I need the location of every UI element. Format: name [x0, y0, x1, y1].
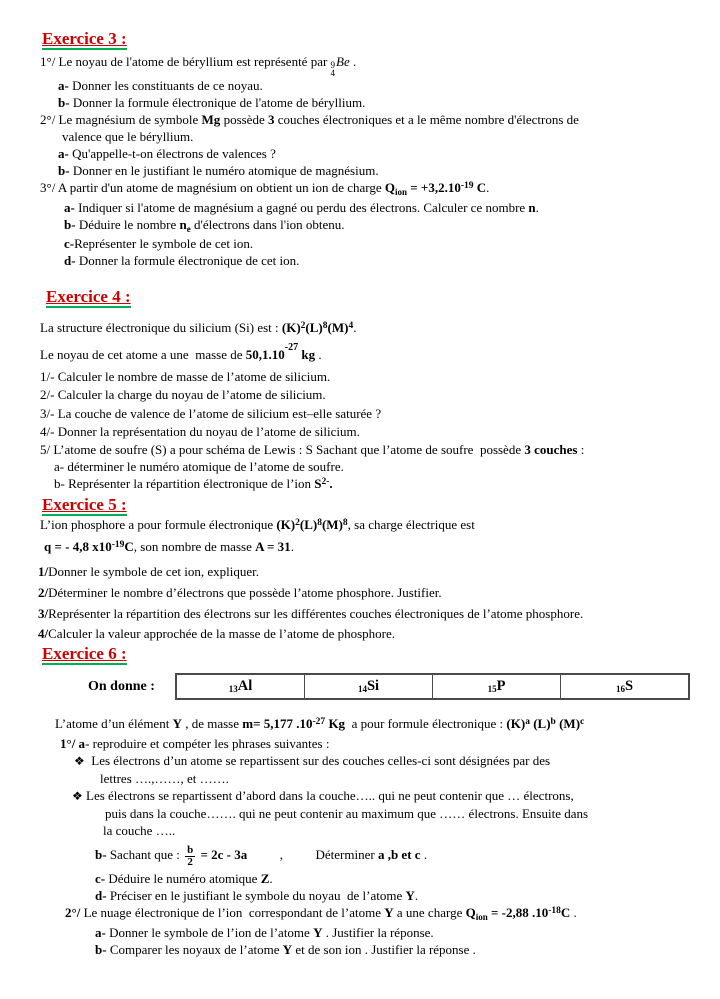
exercise-heading — [42, 495, 720, 516]
text-line — [58, 162, 720, 179]
text-segment: a ,b et c — [377, 847, 421, 862]
atomic-number-subscript: 15 — [487, 684, 497, 694]
nuclide-notation — [330, 54, 350, 78]
text-line — [58, 145, 720, 162]
text-segment: d- — [95, 888, 107, 903]
nuclide-symbol: Be — [336, 54, 350, 69]
element-cell — [304, 675, 432, 698]
text-segment: Y — [384, 905, 394, 920]
text-segment: 4/ — [38, 626, 49, 641]
text-segment: Donner la formule électronique de l'atome de béryllium. — [69, 95, 366, 110]
text-segment: 2°/ Le magnésium de symbole — [40, 112, 202, 127]
text-line — [40, 423, 720, 440]
text-line — [38, 625, 720, 642]
exercise-heading-text: Exercice 6 : — [42, 644, 127, 663]
text-segment: Z — [260, 871, 270, 886]
text-segment: . — [349, 54, 357, 69]
text-line — [60, 735, 720, 752]
text-segment: Calculer la valeur approchée de la masse de l’atome de phosphore. — [48, 626, 396, 641]
text-segment: Y — [282, 942, 293, 957]
text-segment: b- — [95, 847, 107, 862]
text-segment: 3/- La couche de valence de l’atome de silicium est–elle saturée ? — [40, 406, 382, 421]
text-segment: valence que le béryllium. — [62, 129, 194, 144]
text-line — [64, 216, 720, 235]
text-line — [72, 787, 720, 805]
text-line — [64, 235, 720, 252]
element-symbol: S — [624, 678, 634, 694]
text-segment: a- — [64, 200, 75, 215]
text-segment: 3/ — [38, 606, 49, 621]
text-segment: -19 — [111, 539, 125, 550]
text-line — [40, 386, 720, 403]
text-segment: 5/ L’atome de soufre (S) a pour schéma de Lewis : S Sachant que l’atome de soufre possède — [40, 442, 525, 457]
text-segment: Le nuage électronique de l’ion correspondant de l’atome — [80, 905, 385, 920]
text-segment: (M) — [321, 517, 343, 532]
text-segment: 2- — [321, 476, 330, 487]
text-line — [40, 368, 720, 385]
text-segment: - reproduire et compéter les phrases suivantes : — [85, 736, 330, 751]
text-line — [95, 842, 720, 868]
exercise-heading-text: Exercice 4 : — [46, 287, 131, 306]
text-segment: . — [329, 476, 333, 491]
text-line — [105, 805, 720, 822]
text-segment: a pour formule électronique : — [345, 716, 507, 731]
text-line — [40, 319, 720, 339]
text-segment: 2 — [300, 320, 306, 331]
text-segment: Le noyau de cet atome a une masse de — [40, 347, 246, 362]
text-segment: , Déterminer — [247, 847, 378, 862]
text-segment: = 2c - 3a — [197, 847, 248, 862]
text-segment: n — [528, 200, 536, 215]
text-line — [58, 94, 720, 111]
text-segment: -27 — [312, 716, 326, 727]
text-segment: (L) — [305, 320, 323, 335]
text-segment: Sachant que : — [106, 847, 184, 862]
text-segment: . — [486, 180, 490, 195]
text-line — [103, 822, 720, 839]
text-segment: kg — [298, 347, 316, 362]
text-line — [38, 563, 720, 580]
text-segment: c- — [95, 871, 106, 886]
text-line — [95, 887, 720, 904]
text-segment: e — [186, 223, 191, 234]
bullet-icon: ❖ — [74, 754, 85, 768]
text-segment: Déduire le numéro atomique — [105, 871, 261, 886]
text-segment: b — [550, 716, 556, 727]
exercise-heading — [42, 29, 720, 50]
text-segment: L’ion phosphore a pour formule électronique — [40, 517, 277, 532]
text-segment: = +3,2.10 — [407, 180, 461, 195]
fraction-numerator: b — [187, 843, 194, 856]
mass-number: 9 — [330, 60, 336, 70]
text-segment: Y — [172, 716, 182, 731]
text-line — [95, 924, 720, 941]
text-line — [40, 441, 720, 458]
text-segment: 8 — [322, 320, 328, 331]
text-segment: lettres ….,……, et ……. — [100, 771, 229, 786]
text-segment: . — [315, 347, 322, 362]
text-segment: La structure électronique du silicium (Si) est : — [40, 320, 282, 335]
text-segment: . — [570, 905, 577, 920]
text-segment: a- — [58, 78, 69, 93]
atomic-number-subscript: 16 — [615, 684, 625, 694]
text-segment: d'électrons dans l'ion obtenu. — [190, 217, 345, 232]
text-line — [44, 538, 720, 558]
text-segment: . — [535, 200, 539, 215]
text-segment: 1°/ Le noyau de l'atome de béryllium est représenté par — [40, 54, 331, 69]
elements-table — [175, 673, 690, 700]
fraction-denominator: 2 — [187, 855, 193, 868]
text-segment: -19 — [460, 180, 474, 191]
text-segment: ion — [395, 186, 408, 197]
text-segment: . — [353, 320, 357, 335]
element-cell — [560, 675, 688, 698]
text-segment: . Justifier la réponse. — [322, 925, 434, 940]
text-segment: Préciser en le justifiant le symbole du noyau de l’atome — [106, 888, 406, 903]
text-segment: 3 couches — [524, 442, 578, 457]
exercise-heading-text: Exercice 3 : — [42, 29, 127, 48]
text-segment: 3 — [267, 112, 275, 127]
text-line — [40, 179, 720, 199]
text-line — [58, 77, 720, 94]
text-segment: -27 — [284, 342, 299, 353]
text-segment: C — [473, 180, 487, 195]
text-segment: (K) — [276, 517, 296, 532]
text-segment: , sa charge électrique est — [347, 517, 475, 532]
text-segment: (L) — [299, 517, 318, 532]
text-segment: C — [124, 539, 134, 554]
text-segment: , de masse — [181, 716, 243, 731]
text-line — [100, 770, 720, 787]
text-segment: b- — [95, 942, 107, 957]
text-segment: b- — [64, 217, 76, 232]
text-segment: Indiquer si l'atome de magnésium a gagné ou perdu des électrons. Calculer ce nombre — [74, 200, 529, 215]
text-segment: 2 — [295, 517, 300, 528]
exercise-heading-text: Exercice 5 : — [42, 495, 127, 514]
text-segment: (M) — [327, 320, 349, 335]
text-segment: Comparer les noyaux de l’atome — [106, 942, 283, 957]
text-segment: Donner la formule électronique de cet ion. — [75, 253, 300, 268]
text-segment: Donner en le justifiant le numéro atomique de magnésium. — [69, 163, 379, 178]
text-segment: b- — [58, 95, 70, 110]
text-segment: Kg — [325, 716, 346, 731]
text-segment: : — [577, 442, 585, 457]
text-segment: 4 — [348, 320, 354, 331]
text-line — [65, 904, 720, 924]
text-line — [95, 870, 720, 887]
text-segment: 1/ — [38, 564, 49, 579]
document-body — [0, 29, 720, 958]
element-symbol: P — [496, 678, 506, 694]
text-segment: Y — [313, 925, 323, 940]
text-segment: Déterminer le nombre d’électrons que possède l’atome phosphore. Justifier. — [48, 585, 442, 600]
text-segment: L’atome d’un élément — [55, 716, 173, 731]
text-segment: c- — [64, 236, 75, 251]
text-segment: . — [290, 539, 294, 554]
text-segment: (M) — [555, 716, 581, 731]
text-line — [40, 516, 720, 536]
exercise-heading — [42, 644, 720, 665]
text-segment: 2/- Calculer la charge du noyau de l’atome de silicium. — [40, 387, 326, 402]
text-line — [40, 405, 720, 422]
text-segment: 1°/ a — [60, 736, 86, 751]
text-segment: possède — [220, 112, 268, 127]
text-segment: d- — [64, 253, 76, 268]
text-segment: a — [525, 716, 530, 727]
text-segment: Y — [405, 888, 415, 903]
text-segment: 2°/ — [65, 905, 81, 920]
text-segment: c — [580, 716, 585, 727]
element-symbol: Al — [237, 678, 253, 694]
text-line — [54, 458, 720, 475]
text-segment: A = 31 — [255, 539, 291, 554]
text-segment: 4/- Donner la représentation du noyau de l’atome de silicium. — [40, 424, 360, 439]
text-segment: S — [314, 476, 322, 491]
text-segment: Donner les constituants de ce noyau. — [68, 78, 263, 93]
text-line — [55, 715, 720, 735]
text-line — [40, 111, 720, 128]
text-segment: a- déterminer le numéro atomique de l’atome de soufre. — [54, 459, 344, 474]
given-elements-row — [88, 673, 720, 700]
text-segment: 50,1.10 — [245, 347, 285, 362]
text-segment: 8 — [317, 517, 322, 528]
text-segment: (K) — [506, 716, 526, 731]
text-segment: (K) — [281, 320, 301, 335]
fraction — [185, 845, 195, 868]
text-segment: Représenter le symbole de cet ion. — [74, 236, 254, 251]
text-segment: Q — [465, 905, 476, 920]
text-segment: 2/ — [38, 585, 49, 600]
text-segment: . — [414, 888, 419, 903]
text-segment: = -2,88 .10 — [487, 905, 549, 920]
text-line — [64, 252, 720, 269]
text-line — [40, 53, 720, 77]
text-segment: a- — [58, 146, 69, 161]
text-segment: Les électrons se repartissent d’abord dans la couche….. qui ne peut contenir que … électrons, — [82, 788, 574, 803]
text-segment: couches électroniques et a le même nombre d'électrons de — [274, 112, 579, 127]
text-segment: , son nombre de masse — [133, 539, 256, 554]
atomic-number-subscript: 13 — [228, 684, 238, 694]
element-cell — [177, 675, 304, 698]
text-line — [38, 584, 720, 601]
nuclide-numbers — [331, 61, 336, 77]
text-segment: ion — [475, 911, 488, 922]
text-line — [64, 199, 720, 216]
text-line — [38, 605, 720, 622]
element-cell — [432, 675, 560, 698]
text-segment: Déduire le nombre — [75, 217, 180, 232]
text-segment: C — [560, 905, 571, 920]
text-segment: Qu'appelle-t-on électrons de valences ? — [68, 146, 276, 161]
text-line — [40, 342, 720, 365]
text-segment: la couche ….. — [103, 823, 176, 838]
text-segment: n — [179, 217, 187, 232]
text-line — [54, 475, 720, 495]
exercise-heading — [46, 287, 720, 308]
text-segment: a- — [95, 925, 106, 940]
atomic-number: 4 — [330, 68, 336, 78]
text-segment: Donner le symbole de cet ion, expliquer. — [48, 564, 259, 579]
text-segment: Représenter la répartition des électrons sur les différentes couches électroniques de l’atome phosphore. — [48, 606, 584, 621]
text-segment: et de son ion . Justifier la réponse . — [292, 942, 476, 957]
text-line — [74, 752, 720, 770]
text-segment: (L) — [529, 716, 551, 731]
text-segment: 3°/ A partir d'un atome de magnésium on obtient un ion de charge — [40, 180, 385, 195]
text-line — [62, 128, 720, 145]
text-segment: 1/- Calculer le nombre de masse de l’atome de silicium. — [40, 369, 331, 384]
text-segment: Les électrons d’un atome se repartissent sur des couches celles-ci sont désignées par des — [84, 753, 551, 768]
atomic-number-subscript: 14 — [357, 684, 367, 694]
text-segment: -18 — [548, 905, 561, 916]
text-line — [95, 941, 720, 958]
text-segment: q = - 4,8 x10 — [44, 539, 112, 554]
table-label: On donne : — [88, 678, 155, 694]
bullet-icon: ❖ — [72, 789, 83, 803]
text-segment: b- Représenter la répartition électronique de l’ion — [54, 476, 315, 491]
text-segment: puis dans la couche……. qui ne peut contenir au maximum que …… électrons. Ensuite dans — [105, 806, 589, 821]
text-segment: Donner le symbole de l’ion de l’atome — [105, 925, 314, 940]
text-segment: Q — [384, 180, 395, 195]
text-segment: . — [269, 871, 273, 886]
text-segment: m= 5,177 .10 — [242, 716, 313, 731]
text-segment: b- — [58, 163, 70, 178]
element-symbol: Si — [366, 678, 380, 694]
text-segment: a une charge — [393, 905, 466, 920]
text-segment: Mg — [201, 112, 221, 127]
text-segment: . — [420, 847, 428, 862]
text-segment: 8 — [342, 517, 348, 528]
